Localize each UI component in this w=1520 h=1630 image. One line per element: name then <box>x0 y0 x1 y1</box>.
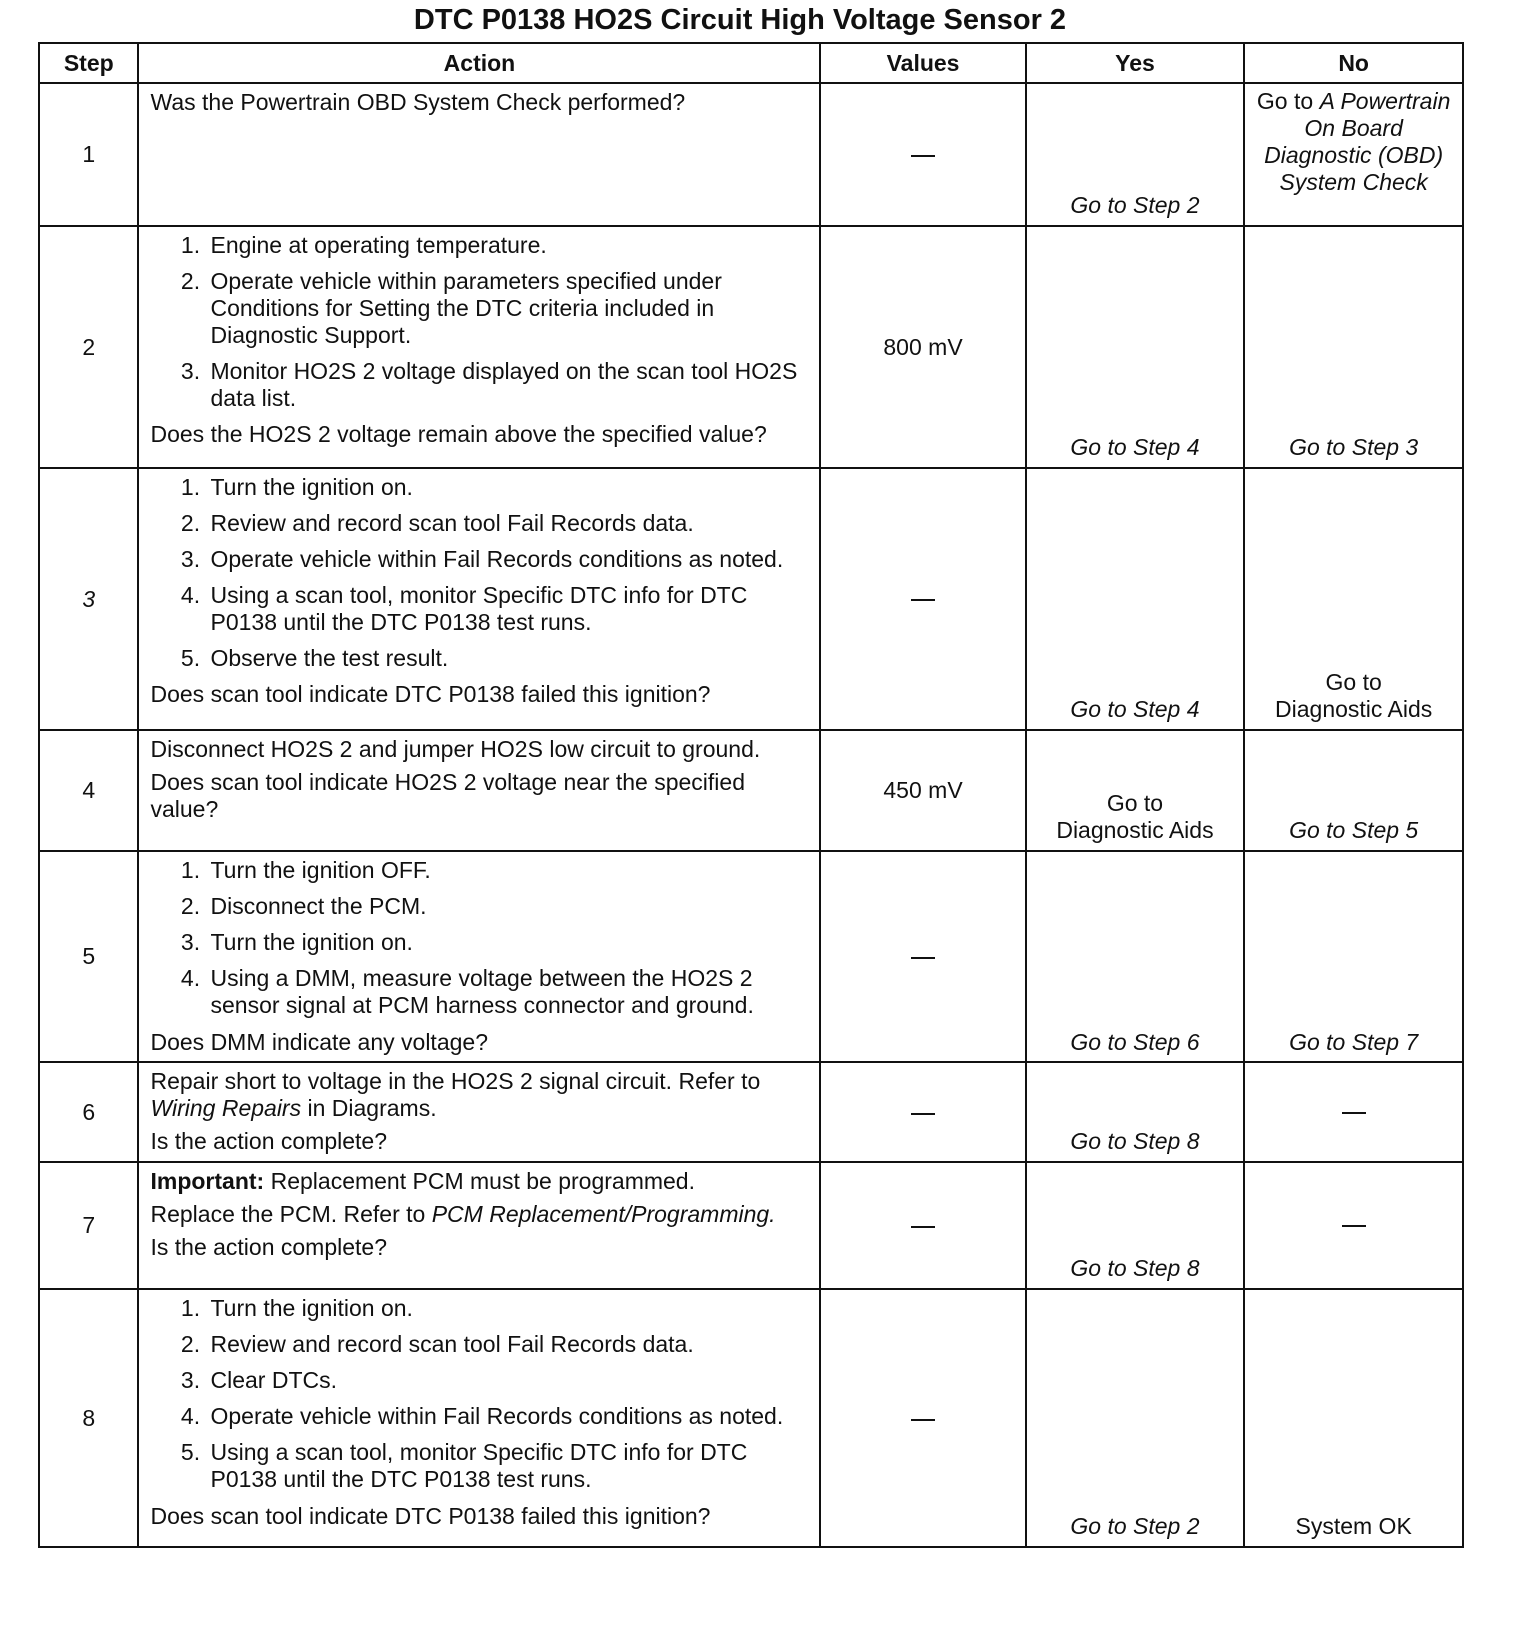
action-step-item: 4. Using a scan tool, monitor Specific DTC info for DTC P0138 until the DTC P0138 test runs. <box>206 582 809 636</box>
dash-mark <box>1342 1112 1366 1114</box>
header-action: Action <box>138 43 820 83</box>
yes-link[interactable]: Go to Step 4 <box>1070 434 1200 461</box>
dash-mark <box>911 1113 935 1115</box>
action-text-post: in Diagrams. <box>301 1095 437 1122</box>
yes-link[interactable]: Go to Step 2 <box>1070 1513 1200 1540</box>
important-note <box>150 1168 809 1195</box>
table-row <box>39 226 1463 468</box>
action-text-pre: Repair short to voltage in the HO2S 2 signal circuit. Refer to <box>150 1068 761 1095</box>
action-steps <box>150 232 809 411</box>
value-cell: 450 mV <box>820 730 1025 851</box>
table-row <box>39 730 1463 851</box>
header-values: Values <box>820 43 1025 83</box>
step-number: 1 <box>39 83 138 226</box>
action-text <box>150 1068 809 1122</box>
action-step-item: 1. Turn the ignition OFF. <box>206 857 809 884</box>
value-cell <box>820 851 1025 1062</box>
action-question: Does scan tool indicate DTC P0138 failed this ignition? <box>150 681 711 708</box>
table-header-row <box>39 43 1463 83</box>
dash-mark <box>911 957 935 959</box>
value-cell <box>820 1289 1025 1547</box>
action-step-item: 5. Observe the test result. <box>206 645 809 672</box>
value-cell <box>820 1162 1025 1289</box>
action-cell <box>138 730 820 851</box>
action-step-item: 3. Monitor HO2S 2 voltage displayed on the scan tool HO2S data list. <box>206 358 809 412</box>
page-title: DTC P0138 HO2S Circuit High Voltage Sensor 2 <box>413 4 1067 36</box>
no-cell <box>1244 730 1463 851</box>
yes-link[interactable]: Go to Step 6 <box>1070 1028 1200 1055</box>
table-row <box>39 83 1463 226</box>
yes-cell <box>1026 730 1245 851</box>
no-link[interactable]: Go to Step 5 <box>1289 817 1419 844</box>
action-step-item: 4. Using a DMM, measure voltage between the HO2S 2 sensor signal at PCM harness connector and ground. <box>206 965 809 1019</box>
dash-mark <box>911 1226 935 1228</box>
no-link[interactable]: Go to Step 7 <box>1289 1028 1419 1055</box>
yes-link[interactable]: Diagnostic Aids <box>1056 817 1214 844</box>
step-number: 6 <box>39 1062 138 1162</box>
action-step-item: 2. Disconnect the PCM. <box>206 893 809 920</box>
header-step: Step <box>39 43 138 83</box>
action-cell <box>138 226 820 468</box>
no-cell <box>1244 1062 1463 1162</box>
table-row <box>39 468 1463 730</box>
yes-cell <box>1026 851 1245 1062</box>
header-no: No <box>1244 43 1463 83</box>
action-step-item: 1. Turn the ignition on. <box>206 474 809 501</box>
action-step-item: 2. Review and record scan tool Fail Records data. <box>206 510 809 537</box>
yes-cell <box>1026 83 1245 226</box>
yes-cell <box>1026 1289 1245 1547</box>
action-step-item: 1. Turn the ignition on. <box>206 1295 809 1322</box>
value-cell <box>820 468 1025 730</box>
table-row <box>39 1062 1463 1162</box>
action-step-item: 2. Operate vehicle within parameters specified under Conditions for Setting the DTC criteria included in Diagnostic Support. <box>206 268 809 349</box>
action-question: Does scan tool indicate DTC P0138 failed this ignition? <box>150 1502 711 1529</box>
action-cell <box>138 1162 820 1289</box>
no-cell <box>1244 1162 1463 1289</box>
important-label: Important: <box>150 1168 265 1195</box>
action-cell <box>138 83 820 226</box>
action-cell <box>138 851 820 1062</box>
dash-mark <box>911 155 935 157</box>
action-text-pre: Replace the PCM. Refer to <box>150 1201 432 1228</box>
action-text: Was the Powertrain OBD System Check performed? <box>150 89 686 115</box>
value-cell: 800 mV <box>820 226 1025 468</box>
pcm-replacement-link[interactable]: PCM Replacement/Programming. <box>431 1201 776 1228</box>
yes-cell <box>1026 1062 1245 1162</box>
no-link-prefix[interactable]: Go to <box>1325 669 1382 696</box>
no-prefix: Go to <box>1256 88 1320 114</box>
action-question: Does scan tool indicate HO2S 2 voltage near the specified value? <box>150 768 746 822</box>
no-cell <box>1244 83 1463 226</box>
table-row <box>39 1289 1463 1547</box>
action-step-item: 3. Clear DTCs. <box>206 1367 809 1394</box>
yes-link[interactable]: Go to Step 2 <box>1070 192 1200 219</box>
no-result: System OK <box>1295 1513 1412 1540</box>
table-row <box>39 851 1463 1062</box>
action-question: Is the action complete? <box>150 1128 388 1155</box>
action-steps <box>150 474 809 671</box>
yes-cell <box>1026 226 1245 468</box>
action-text: Disconnect HO2S 2 and jumper HO2S low circuit to ground. <box>150 736 761 762</box>
step-number: 8 <box>39 1289 138 1547</box>
table-row <box>39 1162 1463 1289</box>
no-link[interactable]: Diagnostic Aids <box>1275 696 1433 723</box>
yes-cell <box>1026 468 1245 730</box>
dash-mark <box>1342 1225 1366 1227</box>
yes-link[interactable]: Go to Step 8 <box>1070 1255 1200 1282</box>
value-cell <box>820 1062 1025 1162</box>
no-cell <box>1244 226 1463 468</box>
important-text: Replacement PCM must be programmed. <box>264 1168 695 1195</box>
action-cell <box>138 468 820 730</box>
step-number: 4 <box>39 730 138 851</box>
yes-cell <box>1026 1162 1245 1289</box>
yes-link[interactable]: Go to Step 4 <box>1070 696 1200 723</box>
action-question: Does the HO2S 2 voltage remain above the specified value? <box>150 421 767 448</box>
yes-link-prefix[interactable]: Go to <box>1106 790 1164 817</box>
dash-mark <box>911 599 935 601</box>
action-steps <box>150 857 809 1019</box>
action-text <box>150 1201 809 1228</box>
step-number: 7 <box>39 1162 138 1289</box>
step-number: 5 <box>39 851 138 1062</box>
action-step-item: 1. Engine at operating temperature. <box>206 232 809 259</box>
dash-mark <box>911 1419 935 1421</box>
action-question: Does DMM indicate any voltage? <box>150 1028 488 1055</box>
action-cell <box>138 1289 820 1547</box>
no-link[interactable]: A Powertrain On Board Diagnostic (OBD) System Check <box>1264 88 1451 195</box>
action-cell <box>138 1062 820 1162</box>
action-step-item: 3. Turn the ignition on. <box>206 929 809 956</box>
yes-link[interactable]: Go to Step 8 <box>1070 1128 1200 1155</box>
no-cell <box>1244 851 1463 1062</box>
no-cell <box>1244 468 1463 730</box>
step-number: 2 <box>39 226 138 468</box>
value-cell <box>820 83 1025 226</box>
diagnostic-table <box>38 42 1464 1548</box>
no-link[interactable]: Go to Step 3 <box>1289 434 1419 461</box>
no-cell <box>1244 1289 1463 1547</box>
step-number: 3 <box>39 468 138 730</box>
action-step-item: 5. Using a scan tool, monitor Specific DTC info for DTC P0138 until the DTC P0138 test runs. <box>206 1439 809 1493</box>
action-step-item: 3. Operate vehicle within Fail Records conditions as noted. <box>206 546 809 573</box>
action-steps <box>150 1295 809 1492</box>
action-question: Is the action complete? <box>150 1233 388 1260</box>
wiring-repairs-link[interactable]: Wiring Repairs <box>150 1095 302 1122</box>
action-step-item: 4. Operate vehicle within Fail Records conditions as noted. <box>206 1403 809 1430</box>
header-yes: Yes <box>1026 43 1245 83</box>
action-step-item: 2. Review and record scan tool Fail Records data. <box>206 1331 809 1358</box>
